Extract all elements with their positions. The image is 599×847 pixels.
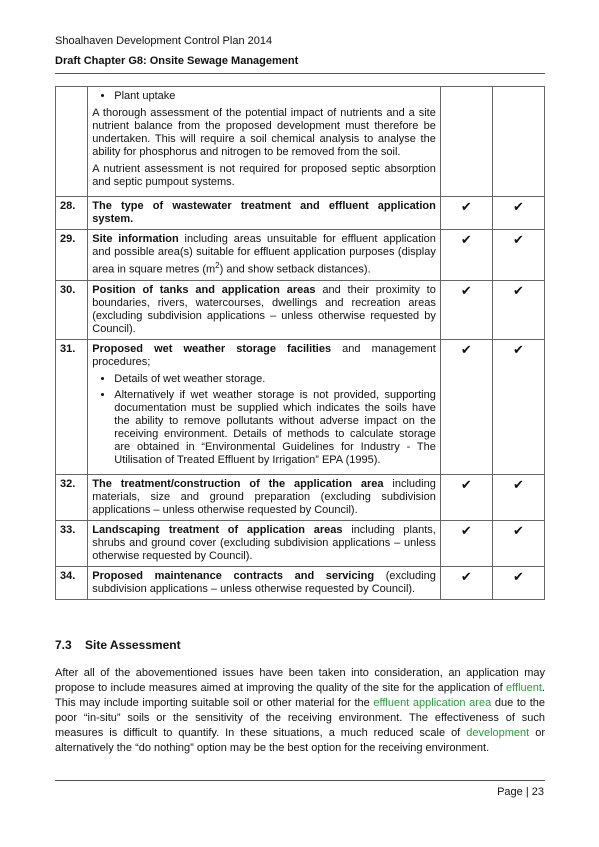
row-description [88, 566, 441, 599]
check-mark-icon: ✔ [440, 339, 492, 474]
chapter-title: Draft Chapter G8: Onsite Sewage Management [55, 55, 299, 67]
table-row [56, 474, 545, 520]
row-heading: Landscaping treatment of application areas [92, 523, 343, 536]
row-text: (excluding subdivision applications – unless otherwise requested by Council). [92, 569, 436, 595]
row-text: and their proximity to boundaries, rivers, watercourses, dwellings and recreation areas (excluding subdivision applications – unless otherwise requested by Council). [92, 283, 436, 335]
check-mark-icon: ✔ [492, 474, 544, 520]
row-number: 31. [56, 339, 88, 474]
row-text: including materials, size and ground preparation (excluding subdivision applications – unless otherwise requested by Council). [92, 477, 436, 516]
row-number: 32. [56, 474, 88, 520]
row-text: and management procedures; [92, 342, 436, 368]
footer-divider [55, 780, 545, 781]
development-link[interactable]: development [466, 727, 530, 739]
table-row [56, 339, 545, 474]
list-item: • Details of wet weather storage. [114, 373, 436, 386]
row-description [88, 230, 441, 281]
row-heading: Site information [92, 233, 179, 245]
section-number: 7.3 [55, 638, 72, 652]
check-mark-icon: ✔ [440, 280, 492, 339]
paragraph-text: . This may include importing suitable soil or other material for the [55, 682, 545, 709]
row-number: 28. [56, 197, 88, 230]
paragraph-text: After all of the abovementioned issues have been taken into consideration, an application may propose to include measures aimed at improving the quality of the site for the application of [55, 667, 545, 694]
row-description [88, 87, 441, 197]
row-heading: The treatment/construction of the application area [92, 477, 384, 490]
row-heading: Proposed maintenance contracts and servicing [92, 569, 375, 582]
section-paragraph [55, 666, 545, 756]
row-description [88, 197, 441, 230]
list-item: • Plant uptake [114, 90, 436, 103]
row-description [88, 520, 441, 566]
superscript: 2 [215, 261, 220, 270]
row-heading: Proposed wet weather storage facilities [92, 342, 332, 355]
table-row [56, 280, 545, 339]
page-number: Page | 23 [497, 786, 544, 798]
check-mark-icon: ✔ [492, 280, 544, 339]
bullet-list [92, 373, 436, 467]
check-mark-icon: ✔ [440, 520, 492, 566]
check-mark-icon: ✔ [492, 197, 544, 230]
requirements-table [55, 86, 545, 600]
row-description [88, 280, 441, 339]
paragraph: A nutrient assessment is not required for proposed septic absorption and septic pumpout systems. [92, 163, 436, 188]
section-title: Site Assessment [85, 638, 181, 652]
table-row [56, 520, 545, 566]
row-text: ) and show setback distances). [219, 263, 371, 276]
check-mark-icon: ✔ [492, 339, 544, 474]
check-cell [440, 87, 492, 197]
check-mark-icon: ✔ [440, 566, 492, 599]
table-row [56, 230, 545, 281]
section-heading [55, 638, 545, 652]
check-cell [492, 87, 544, 197]
check-mark-icon: ✔ [492, 230, 544, 281]
row-number: 34. [56, 566, 88, 599]
table-row [56, 566, 545, 599]
header-divider [55, 73, 545, 74]
bullet-list [92, 90, 436, 103]
row-text: including plants, shrubs and ground cover (excluding subdivision applications – unless otherwise requested by Council). [92, 523, 436, 562]
check-mark-icon: ✔ [440, 230, 492, 281]
row-heading: Position of tanks and application areas [92, 283, 316, 296]
row-number: 30. [56, 280, 88, 339]
row-number: 29. [56, 230, 88, 281]
paragraph [92, 343, 436, 369]
row-description [88, 474, 441, 520]
paragraph: A thorough assessment of the potential impact of nutrients and a site nutrient balance from the proposed development must therefore be undertaken. This will require a soil chemical analysis to analyse the ability for phosphorus and nitrogen to be removed from the soil. [92, 107, 436, 158]
check-mark-icon: ✔ [492, 520, 544, 566]
effluent-application-area-link[interactable]: effluent application area [373, 697, 492, 709]
page-header [55, 34, 545, 68]
effluent-link[interactable]: effluent [506, 682, 542, 694]
check-mark-icon: ✔ [440, 197, 492, 230]
list-item: • Alternatively if wet weather storage is not provided, supporting documentation must be supplied which indicates the soils have the ability to remove pollutants without adverse impact on the receiving environment. Details of methods to calculate storage are obtained in “Environmental Guidelines for Industry - The Utilisation of Treated Effluent by Irrigation” EPA (1995). [114, 389, 436, 467]
table-row [56, 87, 545, 197]
site-assessment-section [55, 638, 545, 756]
row-number: 33. [56, 520, 88, 566]
document-title: Shoalhaven Development Control Plan 2014 [55, 35, 273, 47]
check-mark-icon: ✔ [492, 566, 544, 599]
paragraph-text: due to the poor “in-situ” soils or the sensitivity of the receiving environment. The effectiveness of such measures is difficult to quantify. In these situations, a much reduced scale of [55, 697, 545, 739]
check-mark-icon: ✔ [440, 474, 492, 520]
row-text: including areas unsuitable for effluent application and possible area(s) suitable for effluent application purposes (display area in square metres (m [92, 233, 436, 276]
row-number [56, 87, 88, 197]
table-row [56, 197, 545, 230]
row-heading: The type of wastewater treatment and effluent application system. [92, 200, 436, 225]
paragraph-text: or alternatively the “do nothing” option may be the best option for the receiving environment. [55, 727, 545, 754]
row-description [88, 339, 441, 474]
